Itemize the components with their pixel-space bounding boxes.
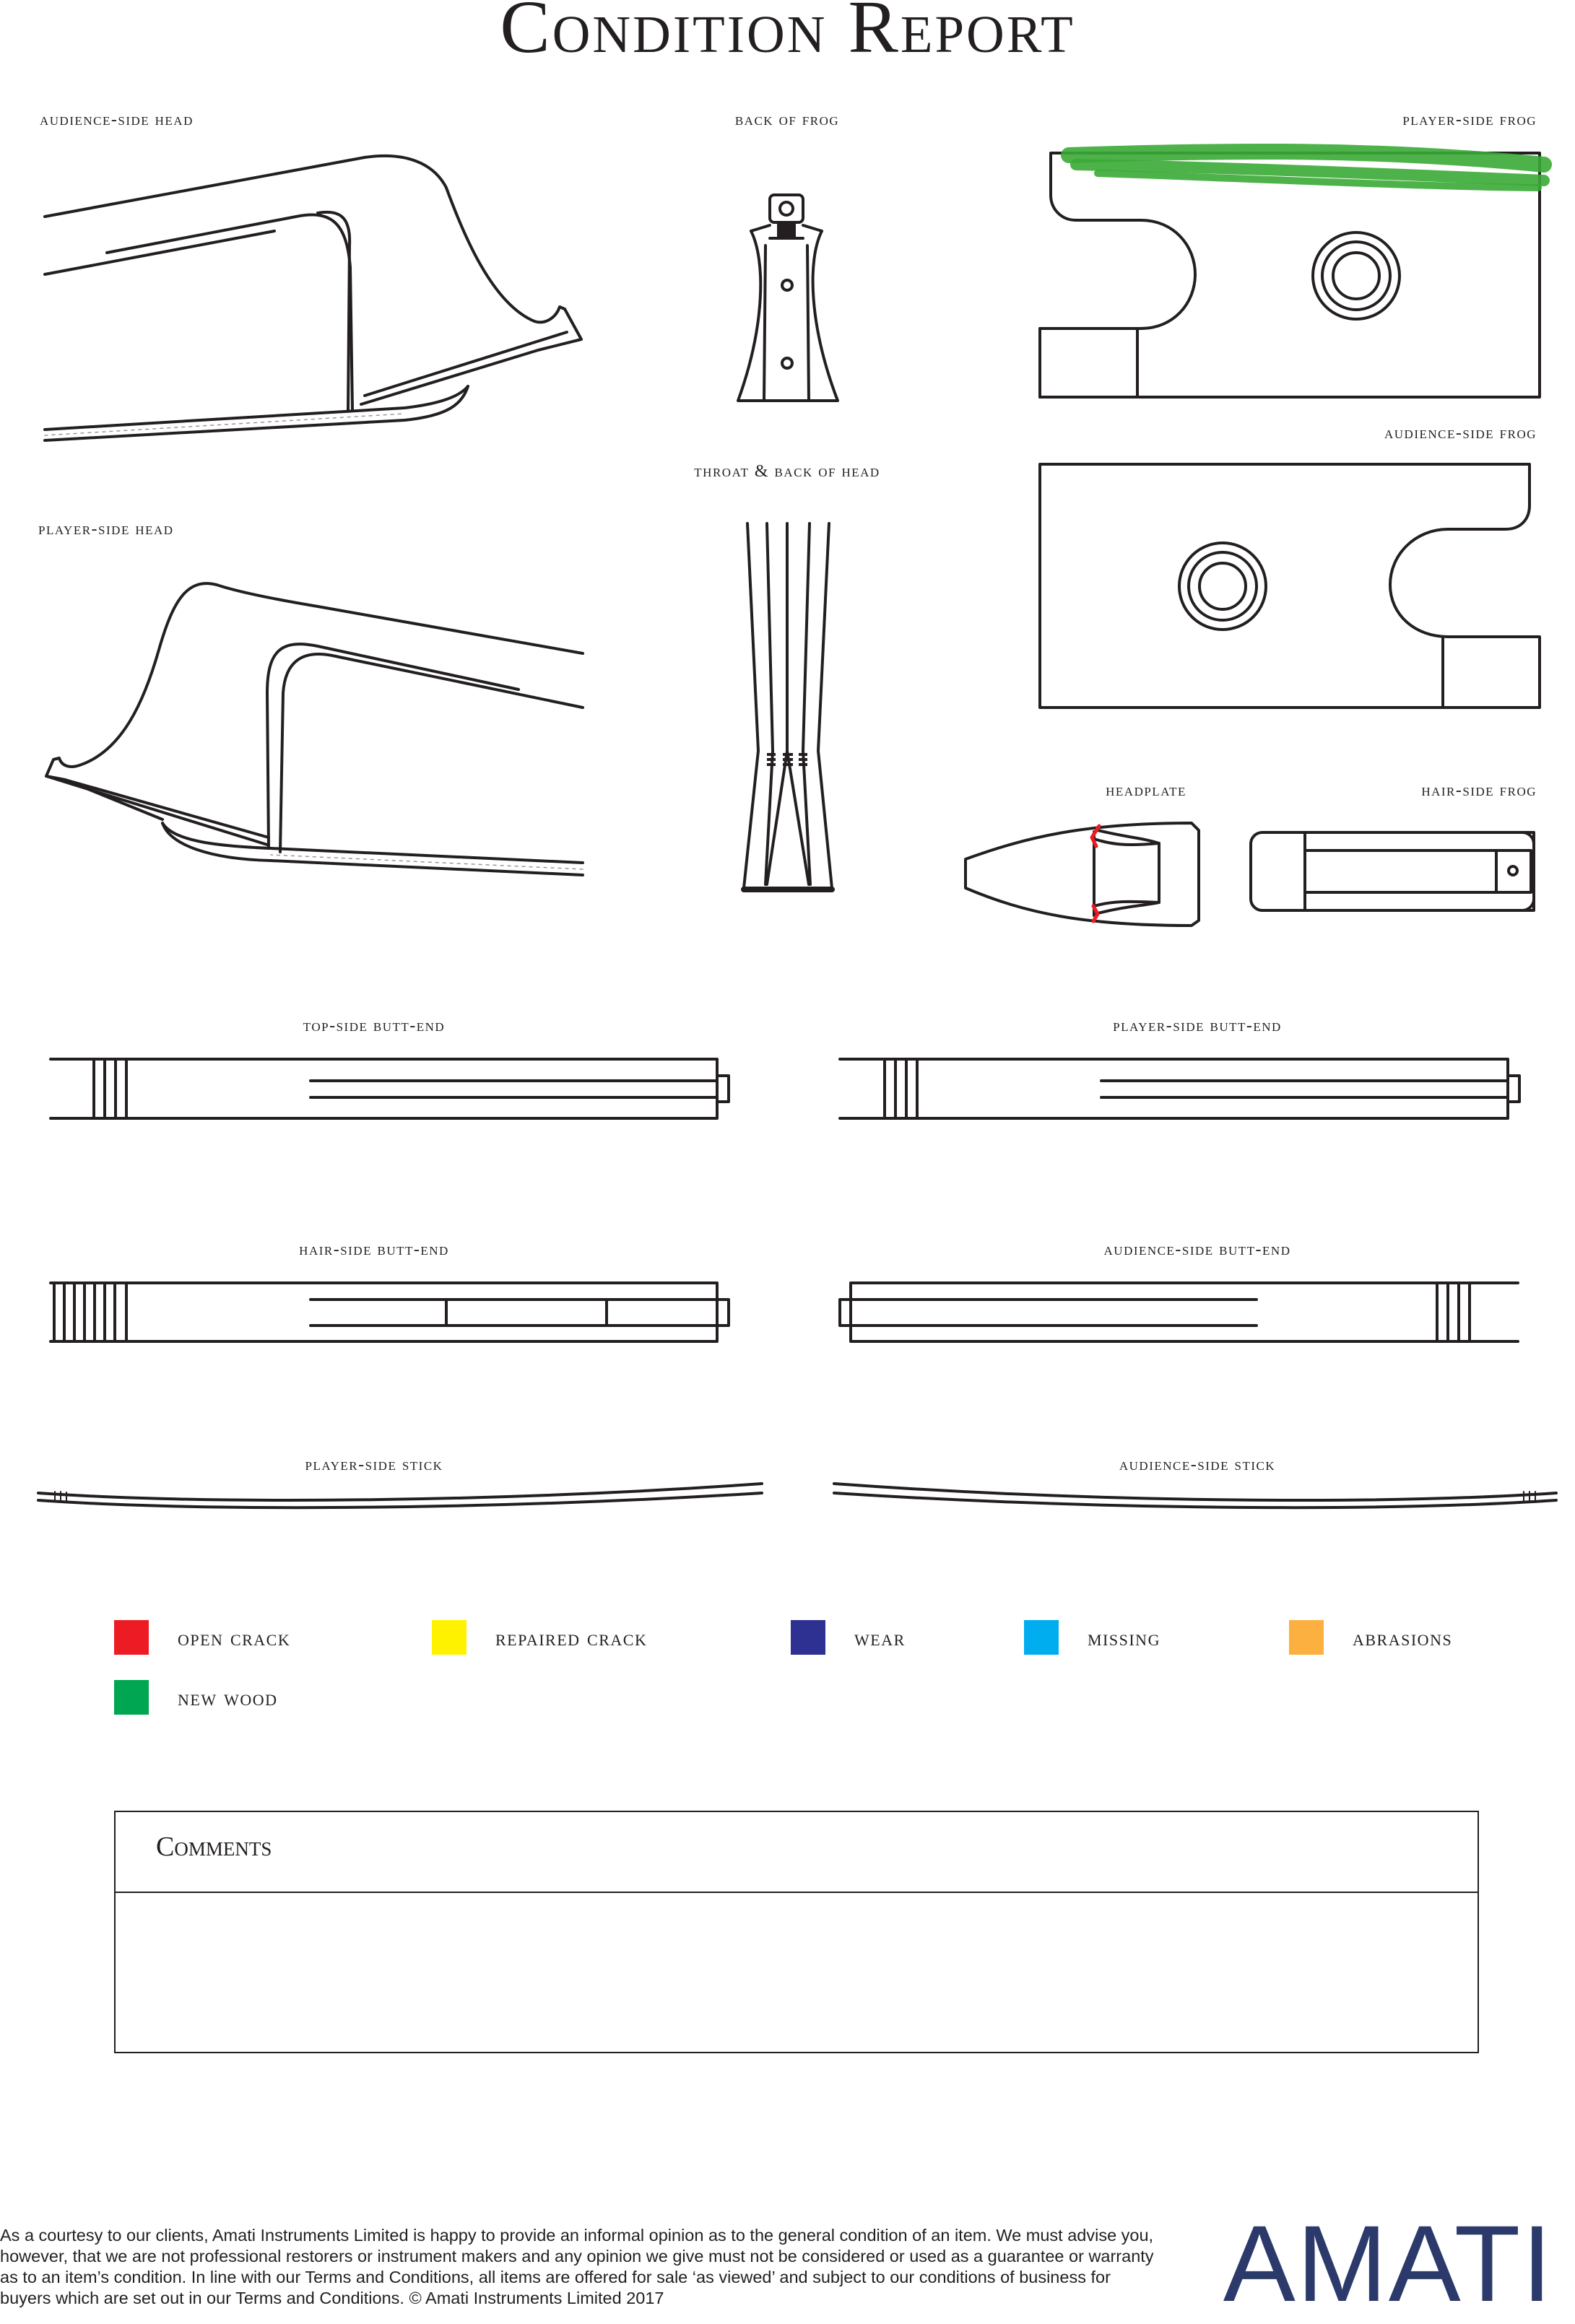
label-headplate: headplate	[1106, 781, 1186, 800]
legend-abrasions[interactable]	[1289, 1619, 1452, 1655]
player-side-stick-diagram[interactable]	[38, 1484, 762, 1507]
missing-swatch	[1024, 1620, 1059, 1655]
label-hair-side-butt-end: hair-side butt-end	[299, 1240, 449, 1259]
label-back-of-frog: back of frog	[734, 110, 840, 129]
player-side-butt-end-diagram[interactable]	[840, 1059, 1519, 1118]
label-player-side-frog: player-side frog	[1402, 110, 1537, 129]
audience-side-butt-end-diagram[interactable]	[840, 1283, 1518, 1341]
legend-new-wood[interactable]	[114, 1679, 278, 1715]
label-audience-side-stick: audience-side stick	[1119, 1455, 1276, 1474]
legend-missing[interactable]	[1024, 1619, 1160, 1655]
legend-label: open crack	[178, 1624, 291, 1650]
audience-side-stick-diagram[interactable]	[834, 1484, 1556, 1507]
legend-label: repaired crack	[495, 1624, 648, 1650]
legend-wear[interactable]	[791, 1619, 906, 1655]
legend-label: abrasions	[1353, 1624, 1453, 1650]
label-player-side-butt-end: player-side butt-end	[1113, 1017, 1282, 1035]
comments-box	[114, 1811, 1479, 2053]
audience-side-frog-diagram[interactable]	[1040, 464, 1540, 708]
new-wood-swatch	[114, 1680, 149, 1715]
audience-side-head-diagram[interactable]	[45, 156, 581, 440]
hair-side-frog-diagram[interactable]	[1251, 832, 1534, 910]
comments-header	[116, 1812, 1478, 1893]
label-audience-side-frog: audience-side frog	[1384, 424, 1537, 443]
amati-logo: AMATI	[1223, 2203, 1553, 2324]
legend-label: missing	[1088, 1624, 1160, 1650]
page-title: Condition Report	[500, 0, 1075, 69]
back-of-frog-diagram[interactable]	[738, 195, 838, 401]
label-throat-back-of-head: throat & back of head	[694, 462, 880, 481]
comments-field[interactable]	[116, 1893, 1478, 2052]
legend-label: wear	[854, 1624, 906, 1650]
wear-swatch	[791, 1620, 825, 1655]
legend-label: new wood	[178, 1684, 278, 1710]
label-audience-side-head: audience-side head	[40, 110, 194, 129]
top-side-butt-end-diagram[interactable]	[51, 1059, 729, 1118]
disclaimer-text: As a courtesy to our clients, Amati Instruments Limited is happy to provide an informal opinion as to the general condition of an item. We must advise you, however, that we are not professional restorers or instrument makers and any opinion we give must not be considered or used as a guarantee or warranty as to an item’s condition. In line with our Terms and Conditions, all items are offered for sale ‘as viewed’ and subject to our conditions of business for buyers which are set out in our Terms and Conditions. © Amati Instruments Limited 2017	[0, 2226, 1154, 2307]
label-audience-side-butt-end: audience-side butt-end	[1103, 1240, 1291, 1259]
throat-back-of-head-diagram[interactable]	[744, 523, 832, 889]
label-top-side-butt-end: top-side butt-end	[303, 1017, 446, 1035]
open-crack-swatch	[114, 1620, 149, 1655]
legend-repaired-crack[interactable]	[432, 1619, 647, 1655]
label-player-side-stick: player-side stick	[305, 1455, 443, 1474]
headplate-diagram[interactable]	[966, 823, 1199, 926]
comments-title: Comments	[156, 1832, 272, 1862]
abrasions-swatch	[1289, 1620, 1324, 1655]
repaired-crack-swatch	[432, 1620, 467, 1655]
hair-side-butt-end-diagram[interactable]	[51, 1283, 729, 1341]
label-player-side-head: player-side head	[38, 520, 174, 539]
label-hair-side-frog: hair-side frog	[1421, 781, 1537, 800]
player-side-head-diagram[interactable]	[46, 583, 583, 875]
new-wood-marking	[1069, 152, 1544, 188]
legend-open-crack[interactable]	[114, 1619, 290, 1655]
